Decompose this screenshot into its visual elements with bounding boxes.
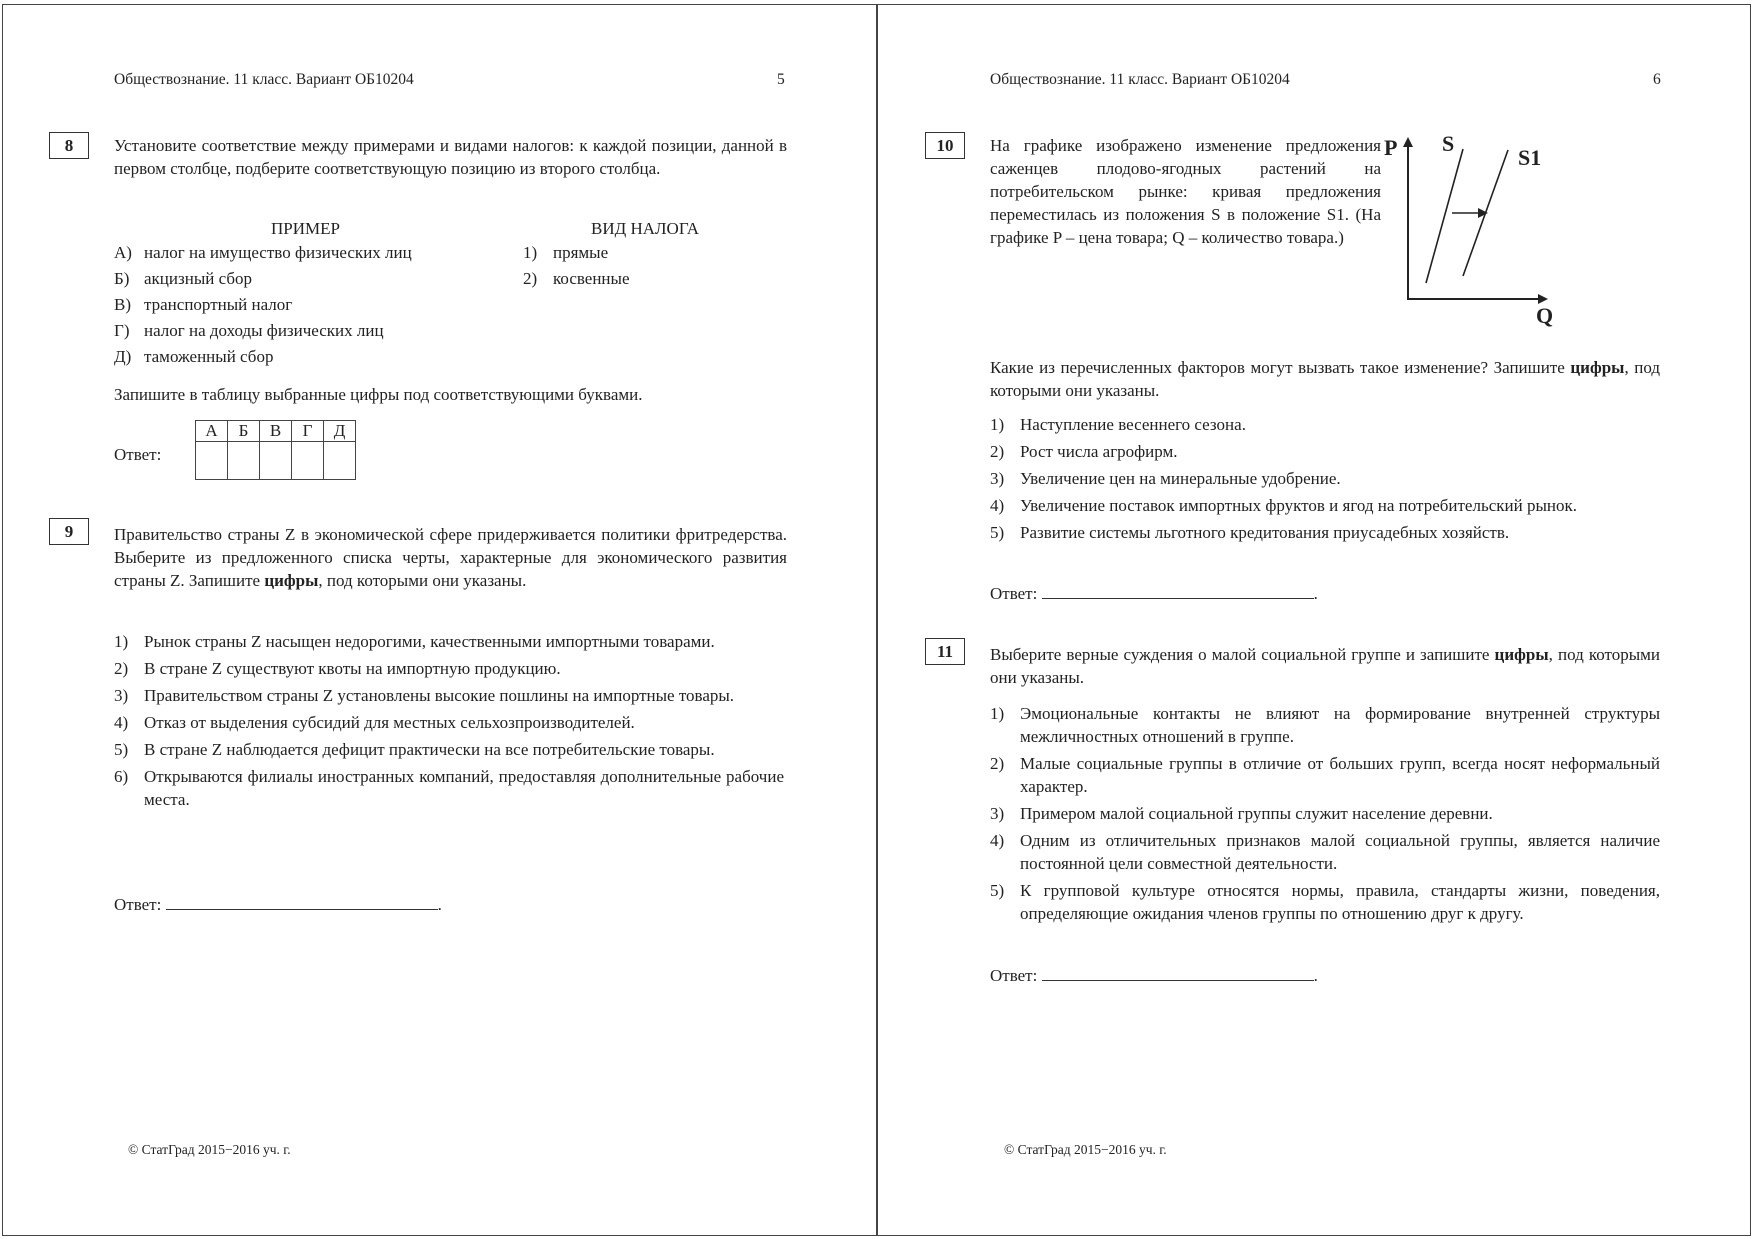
tax-type-item: 2) косвенные — [523, 269, 630, 288]
list-item: 5) К групповой культуре относятся нормы, правила, стандарты жизни, поведения, определяющие ожидания членов группы по отношению друг к другу. — [990, 881, 1660, 923]
examples-list — [114, 241, 412, 371]
answer-table-header: Б — [228, 421, 260, 442]
axis-label-q: Q — [1536, 303, 1554, 328]
list-item: 4) Одним из отличительных признаков малой социальной группы, является наличие постоянной цели совместной деятельности. — [990, 831, 1660, 873]
example-item: В) транспортный налог — [114, 295, 293, 314]
list-item: 5) Развитие системы льготного кредитования приусадебных хозяйств. — [990, 523, 1510, 542]
answer-cell[interactable] — [292, 442, 324, 480]
answer-cell[interactable] — [324, 442, 356, 480]
question-number-10: 10 — [925, 132, 965, 159]
page-header: Обществознание. 11 класс. Вариант ОБ10204 — [114, 71, 414, 88]
example-item: А) налог на имущество физических лиц — [114, 243, 412, 262]
curve-label-s1: S1 — [1518, 145, 1542, 170]
question-number-8: 8 — [49, 132, 89, 159]
tax-type-item: 1) прямые — [523, 243, 609, 262]
answer-label: Ответ: — [114, 445, 162, 464]
answer-table — [195, 420, 356, 480]
answer-line-row: Ответ: . — [114, 895, 442, 914]
question-9-options — [114, 630, 784, 815]
list-item: 3) Правительством страны Z установлены высокие пошлины на импортные товары. — [114, 686, 735, 705]
column-header-tax-type: ВИД НАЛОГА — [591, 219, 700, 238]
list-item: 6) Открываются филиалы иностранных компаний, предоставляя дополнительные рабочие места. — [114, 767, 784, 809]
question-10-options — [990, 413, 1660, 548]
page-number: 6 — [1653, 71, 1661, 88]
list-item: 5) В стране Z наблюдается дефицит практически на все потребительские товары. — [114, 740, 715, 759]
list-item: 2) В стране Z существуют квоты на импортную продукцию. — [114, 659, 561, 678]
curve-s — [1426, 149, 1463, 283]
column-header-example: ПРИМЕР — [271, 219, 340, 238]
answer-table-header: Г — [292, 421, 324, 442]
list-item: 2) Малые социальные группы в отличие от больших групп, всегда носят неформальный характер. — [990, 754, 1660, 796]
answer-line-row: Ответ: . — [990, 966, 1318, 985]
list-item: 1) Наступление весеннего сезона. — [990, 415, 1246, 434]
answer-table-header: В — [260, 421, 292, 442]
question-8-text: Установите соответствие между примерами и видами налогов: к каждой позиции, данной в первом столбце, подберите соответствующую позицию из второго столбца. — [114, 136, 787, 178]
question-10-text: На графике изображено изменение предложения саженцев плодово-ягодных растений на потребительском рынке: кривая предложения переместилась из положения S в положение S1. (На графике P – цена товара; Q – количество товара.) — [990, 136, 1381, 247]
answer-cell[interactable] — [260, 442, 292, 480]
answer-cell[interactable] — [228, 442, 260, 480]
question-10-prompt: Какие из перечисленных факторов могут вызвать такое изменение? Запишите цифры, под которыми они указаны. — [990, 358, 1660, 400]
page-footer: © СтатГрад 2015−2016 уч. г. — [128, 1142, 291, 1157]
page-footer: © СтатГрад 2015−2016 уч. г. — [1004, 1142, 1167, 1157]
page-left — [2, 4, 877, 1236]
question-11-text: Выберите верные суждения о малой социальной группе и запишите цифры, под которыми они указаны. — [990, 645, 1660, 687]
question-11-options — [990, 702, 1660, 929]
tax-types-list — [523, 241, 630, 293]
question-number-11: 11 — [925, 638, 965, 665]
axis-label-p: P — [1384, 135, 1398, 160]
list-item: 2) Рост числа агрофирм. — [990, 442, 1178, 461]
answer-cell[interactable] — [196, 442, 228, 480]
question-number-9: 9 — [49, 518, 89, 545]
page-number: 5 — [777, 71, 785, 88]
curve-label-s: S — [1442, 131, 1455, 156]
page-right — [877, 4, 1751, 1236]
example-item: Г) налог на доходы физических лиц — [114, 321, 384, 340]
answer-line-row: Ответ: . — [990, 584, 1318, 603]
example-item: Б) акцизный сбор — [114, 269, 252, 288]
page-header: Обществознание. 11 класс. Вариант ОБ10204 — [990, 71, 1290, 88]
answer-table-header: А — [196, 421, 228, 442]
answer-input-line[interactable] — [1042, 965, 1314, 981]
list-item: 3) Увеличение цен на минеральные удобрение. — [990, 469, 1341, 488]
list-item: 3) Примером малой социальной группы служит население деревни. — [990, 804, 1493, 823]
answer-input-line[interactable] — [166, 894, 438, 910]
list-item: 4) Увеличение поставок импортных фруктов и ягод на потребительский рынок. — [990, 496, 1577, 515]
question-9-text: Правительство страны Z в экономической сфере придерживается политики фритредерства. Выберите из предложенного списка черты, характерные для экономического развития страны Z. Запишите цифры, под которыми они указаны. — [114, 525, 787, 590]
answer-input-line[interactable] — [1042, 583, 1314, 599]
question-8-instruction: Запишите в таблицу выбранные цифры под соответствующими буквами. — [114, 385, 643, 404]
example-item: Д) таможенный сбор — [114, 347, 274, 366]
supply-shift-graph — [1384, 131, 1558, 328]
list-item: 1) Рынок страны Z насыщен недорогими, качественными импортными товарами. — [114, 632, 715, 651]
answer-table-header: Д — [324, 421, 356, 442]
list-item: 1) Эмоциональные контакты не влияют на формирование внутренней структуры межличностных отношений в группе. — [990, 704, 1660, 746]
list-item: 4) Отказ от выделения субсидий для местных сельхозпроизводителей. — [114, 713, 635, 732]
